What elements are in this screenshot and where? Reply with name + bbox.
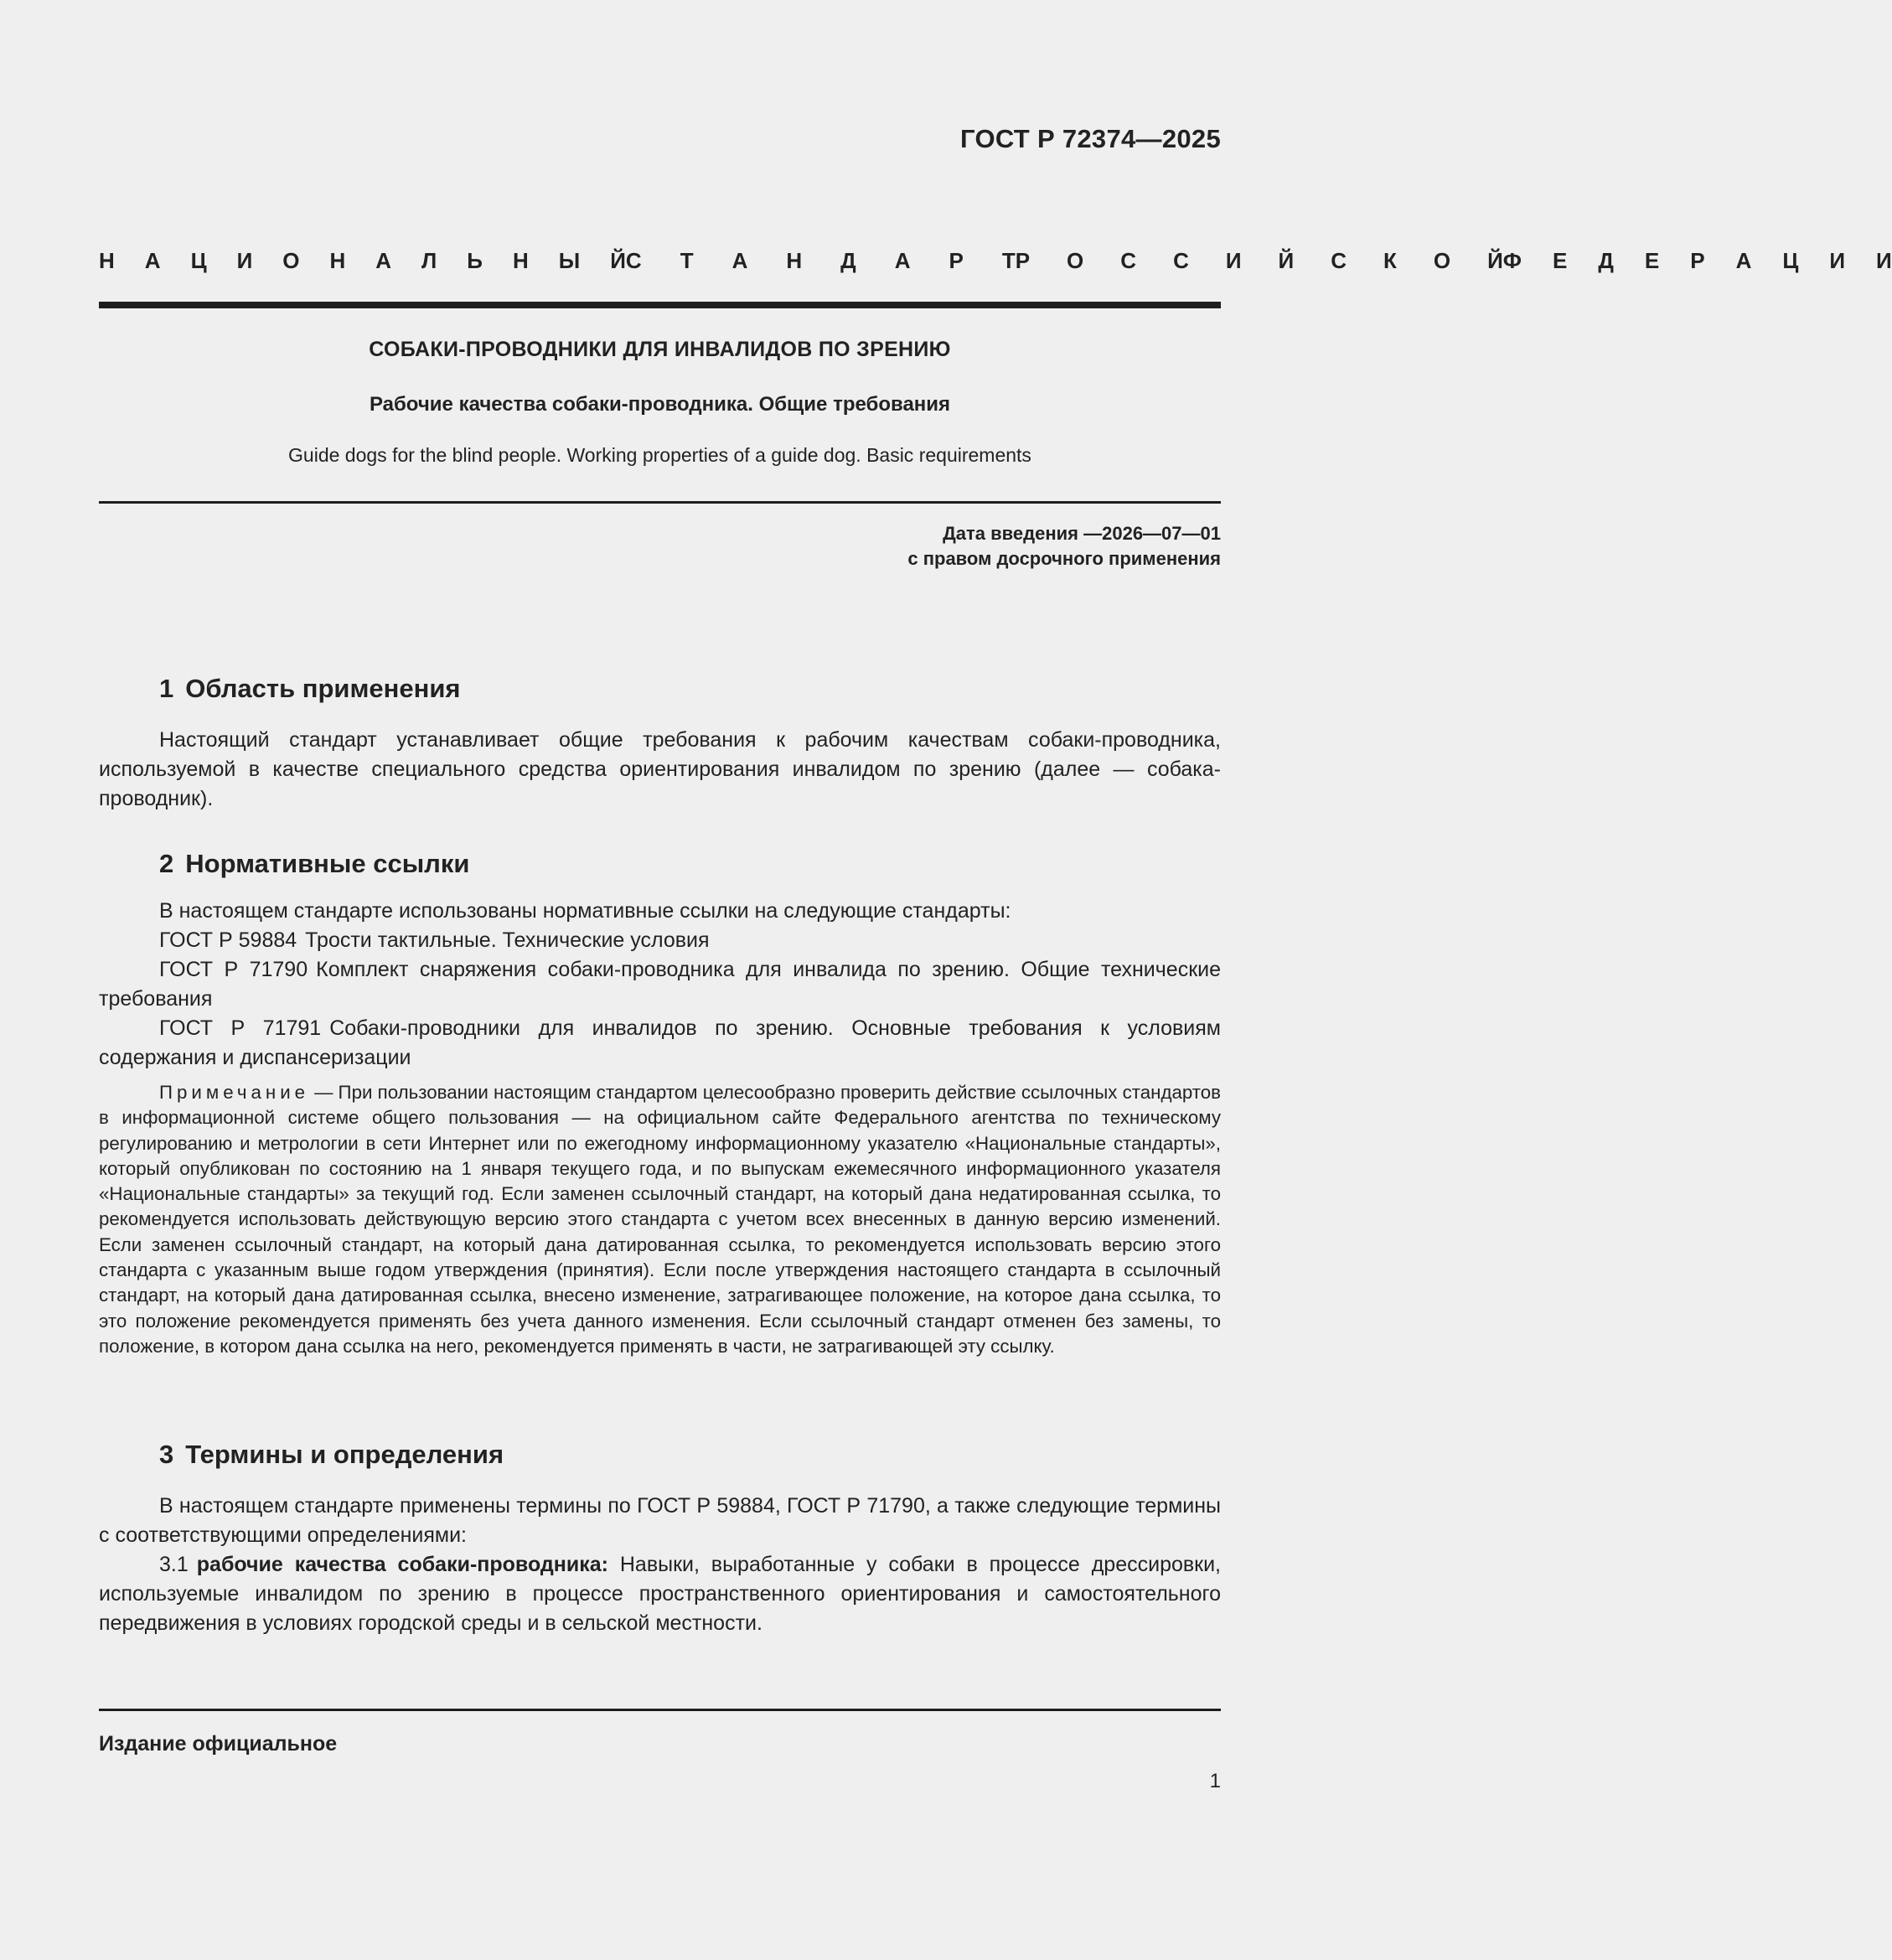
header-rule: [99, 302, 1221, 308]
section-1-number: 1: [159, 674, 174, 703]
reference-code: ГОСТ Р 59884: [159, 928, 297, 952]
header-word-3: Р О С С И Й С К О Й: [1015, 248, 1503, 273]
section-1-title: Область применения: [185, 674, 461, 703]
official-edition-label: Издание официальное: [99, 1732, 338, 1756]
section-2-intro: В настоящем стандарте использованы нормативные ссылки на следующие стандарты:: [159, 899, 1011, 923]
introduction-date-block: [907, 521, 1221, 571]
page-number: 1: [1209, 1770, 1221, 1792]
reference-code: ГОСТ Р 71790: [159, 958, 308, 981]
term-definition-text: Навыки, выработанные у собаки в процессе дрессировки, используемые инвалидом по зрению в процессе пространственного ориентирования и самостоятельного передвижения в условиях городской среды и в сельской местности.: [99, 1553, 1222, 1635]
section-3-intro: В настоящем стандарте применены термины по ГОСТ Р 59884, ГОСТ Р 71790, а также следующие термины с соответствующими определениями:: [99, 1494, 1221, 1547]
section-1-text: Настоящий стандарт устанавливает общие требования к рабочим качествам собаки-проводника, используемой в качестве специального средства ориентирования инвалидом по зрению (далее — собака-проводник).: [99, 728, 1221, 810]
header-word-1: Н А Ц И О Н А Л Ь Н Ы Й: [99, 248, 626, 273]
note-label: Примечание: [159, 1082, 310, 1103]
header-word-2: С Т А Н Д А Р Т: [625, 248, 1016, 273]
header-word-4: Ф Е Д Е Р А Ц И И: [1502, 248, 1892, 273]
document-page: [99, 0, 1892, 1960]
reference-item: [99, 955, 1221, 1014]
title-russian: СОБАКИ-ПРОВОДНИКИ ДЛЯ ИНВАЛИДОВ ПО ЗРЕНИЮ: [369, 338, 951, 361]
reference-item: [99, 926, 1221, 955]
subtitle-russian: Рабочие качества собаки-проводника. Общие требования: [369, 393, 951, 416]
references-note: [99, 1080, 1221, 1359]
section-1-heading: [159, 674, 461, 704]
reference-code: ГОСТ Р 71791: [159, 1016, 322, 1040]
section-3-heading: [159, 1440, 504, 1470]
term-definition: [99, 1550, 1221, 1638]
reference-title: Трости тактильные. Технические условия: [305, 928, 710, 952]
national-standard-header: [99, 248, 1892, 274]
introduction-date: Дата введения —2026—07—01: [943, 523, 1221, 544]
note-text: — При пользовании настоящим стандартом целесообразно проверить действие ссылочных стандартов в информационной системе общего пользования — на официальном сайте Федерального агентства по техническому регулированию и метрологии в сети Интернет или по ежегодному информационному указателю «Национальные стандарты», который опубликован по состоянию на 1 января текущего года, и по выпускам ежемесячного информационного указателя «Национальные стандарты» за текущий год. Если заменен ссылочный стандарт, на который дана недатированная ссылка, то рекомендуется использовать действующую версию этого стандарта с учетом всех внесенных в данную версию изменений. Если заменен ссылочный стандарт, на который дана датированная ссылка, то рекомендуется использовать версию этого стандарта с указанным выше годом утверждения (принятия). Если после утверждения настоящего стандарта в ссылочный стандарт, на который дана датированная ссылка, внесено изменение, затрагивающее положение, на которое дана ссылка, то это положение рекомендуется применять без учета данного изменения. Если ссылочный стандарт отменен без замены, то положение, в котором дана ссылка на него, рекомендуется применять в части, не затрагивающей эту ссылку.: [99, 1082, 1221, 1357]
title-rule: [99, 501, 1221, 504]
title-english: Guide dogs for the blind people. Working properties of a guide dog. Basic requirements: [288, 444, 1031, 466]
reference-title: Комплект снаряжения собаки-проводника для инвалида по зрению. Общие технические требования: [99, 958, 1222, 1011]
term-name: рабочие качества собаки-проводника:: [196, 1553, 608, 1576]
term-number: 3.1: [159, 1553, 189, 1576]
early-application: с правом досрочного применения: [907, 548, 1221, 569]
reference-item: [99, 1014, 1221, 1073]
section-3-number: 3: [159, 1440, 174, 1469]
reference-title: Собаки-проводники для инвалидов по зрению. Основные требования к условиям содержания и диспансеризации: [99, 1016, 1221, 1069]
footer-rule: [99, 1709, 1221, 1711]
document-number: ГОСТ Р 72374—2025: [960, 124, 1221, 153]
section-2-title: Нормативные ссылки: [185, 849, 470, 878]
section-2-number: 2: [159, 849, 174, 878]
section-2-heading: [159, 849, 469, 879]
section-3-title: Термины и определения: [185, 1440, 504, 1469]
